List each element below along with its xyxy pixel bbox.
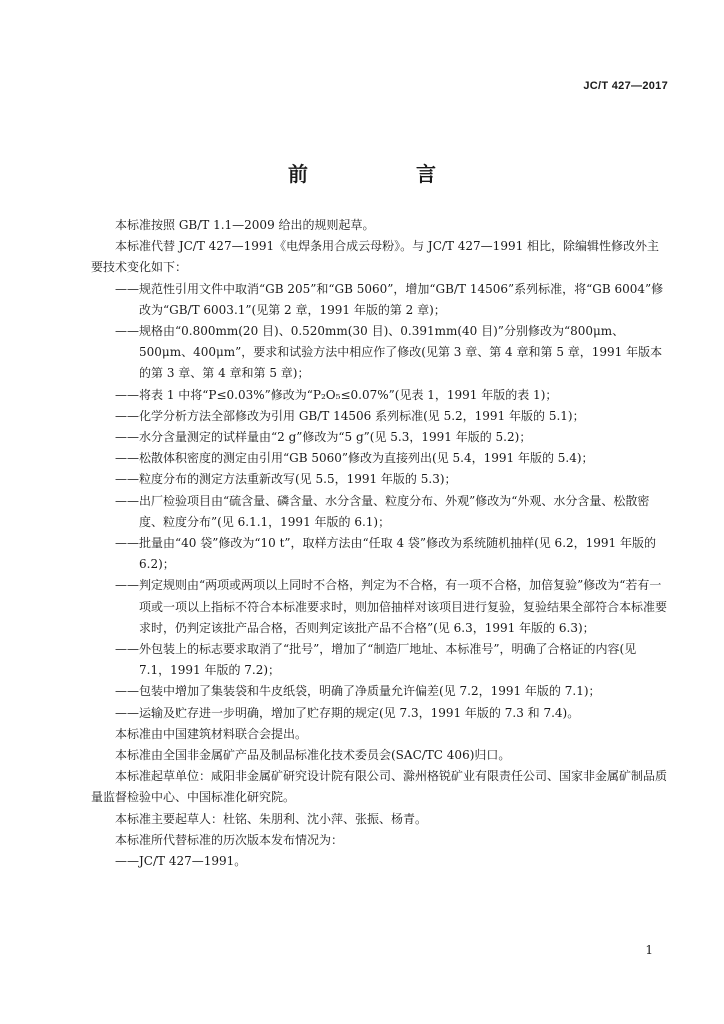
change-item: ——出厂检验项目由“硫含量、磷含量、水分含量、粒度分布、外观”修改为“外观、水分含量、松散密度、粒度分布”(见 6.1.1，1991 年版的 6.1)； bbox=[115, 493, 650, 529]
change-item: ——粒度分布的测定方法重新改写(见 5.5，1991 年版的 5.3)； bbox=[115, 472, 457, 487]
document-code: JC/T 427—2017 bbox=[583, 80, 668, 92]
closing-paragraph: 本标准所代替标准的历次版本发布情况为： bbox=[115, 832, 344, 847]
closing-paragraph: 本标准由全国非金属矿产品及制品标准化技术委员会(SAC/TC 406)归口。 bbox=[115, 748, 511, 763]
change-item: ——规范性引用文件中取消“GB 205”和“GB 5060”，增加“GB/T 14506”系列标准，将“GB 6004”修改为“GB/T 6003.1”(见第 2 章，1991 年版的第 2 章)； bbox=[115, 281, 664, 317]
change-item: ——松散体积密度的测定由引用“GB 5060”修改为直接列出(见 5.4，1991 年版的 5.4)； bbox=[115, 451, 594, 466]
closing-paragraph: 本标准起草单位：咸阳非金属矿研究设计院有限公司、滁州格锐矿业有限责任公司、国家非金属矿制品质量监督检验中心、中国标准化研究院。 bbox=[91, 769, 668, 805]
change-item: ——运输及贮存进一步明确，增加了贮存期的规定(见 7.3，1991 年版的 7.3 和 7.4)。 bbox=[115, 705, 580, 720]
foreword-body bbox=[91, 215, 671, 872]
change-item: ——将表 1 中将“P≤0.03%”修改为“P₂O₅≤0.07%”(见表 1，1991 年版的表 1)； bbox=[115, 387, 558, 402]
history-item: ——JC/T 427—1991。 bbox=[115, 854, 247, 869]
closing-paragraph: 本标准主要起草人：杜铭、朱朋利、沈小萍、张振、杨青。 bbox=[115, 811, 428, 826]
intro-paragraph: 本标准按照 GB/T 1.1—2009 给出的规则起草。 bbox=[115, 218, 375, 232]
change-item: ——外包装上的标志要求取消了“批号”，增加了“制造厂地址、本标准号”，明确了合格证的内容(见 7.1，1991 年版的 7.2)； bbox=[115, 642, 637, 678]
change-item: ——化学分析方法全部修改为引用 GB/T 14506 系列标准(见 5.2，1991 年版的 5.1)； bbox=[115, 408, 585, 423]
change-item: ——判定规则由“两项或两项以上同时不合格，判定为不合格，有一项不合格，加倍复验”修改为“若有一项或一项以上指标不符合本标准要求时，则加倍抽样对该项目进行复验，复验结果全部符合本标准要求时，仍判定该批产品合格，否则判定该批产品不合格”(见 6.3，1991 年版的 6.3)； bbox=[115, 578, 668, 635]
page-number: 1 bbox=[645, 943, 653, 957]
change-item: ——水分含量测定的试样量由“2 g”修改为“5 g”(见 5.3，1991 年版的 5.2)； bbox=[115, 430, 532, 445]
page-title: 前 言 bbox=[288, 162, 480, 186]
closing-paragraph: 本标准由中国建筑材料联合会提出。 bbox=[115, 726, 308, 741]
change-item: ——包装中增加了集装袋和牛皮纸袋，明确了净质量允许偏差(见 7.2，1991 年版的 7.1)； bbox=[115, 684, 601, 699]
change-item: ——规格由“0.800mm(20 目)、0.520mm(30 目)、0.391mm(40 目)”分别修改为“800μm、500μm、400μm”，要求和试验方法中相应作了修改(见第 3 章、第 4 章和第 5 章，1991 年版本的第 3 章、第 4 章和第 5 章)； bbox=[115, 324, 663, 381]
change-item: ——批量由“40 袋”修改为“10 t”，取样方法由“任取 4 袋”修改为系统随机抽样(见 6.2，1991 年版的 6.2)； bbox=[115, 536, 656, 572]
intro-paragraph: 本标准代替 JC/T 427—1991《电焊条用合成云母粉》。与 JC/T 427—1991 相比，除编辑性修改外主要技术变化如下： bbox=[91, 239, 660, 275]
